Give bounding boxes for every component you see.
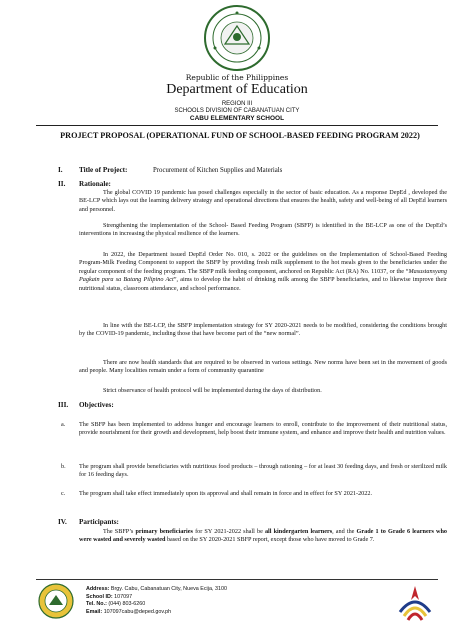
footer-contact-info: Address: Brgy. Cabu, Cabanatuan City, Nueva Ecija, 3100 School ID: 107097 Tel. No.: (044) 803-6260 Email: 107097cabu@deped.gov.ph bbox=[86, 586, 227, 615]
footer-address: Brgy. Cabu, Cabanatuan City, Nueva Ecija, 3100 bbox=[110, 586, 227, 592]
footer-telephone: (044) 803-6260 bbox=[108, 601, 146, 608]
section-3-numeral: III. bbox=[58, 401, 69, 409]
objective-c-letter: c. bbox=[61, 490, 66, 497]
department-name: Department of Education bbox=[166, 82, 308, 97]
school-name: CABU ELEMENTARY SCHOOL bbox=[189, 115, 285, 122]
rationale-paragraph-4: In line with the BE-LCP, the SBFP implementation strategy for SY 2020-2021 needs to be modified, considering the conditions brought by the COVID-19 pandemic, including those that have become part of the “new normal”. bbox=[79, 322, 447, 338]
rationale-paragraph-5: There are now health standards that are required to be observed in various settings. New norms have been set in the movement of goods and people. Many localities remain under a form of community quarantine bbox=[79, 359, 447, 375]
objective-c-text: The program shall take effect immediately upon its approval and shall remain in force and in effect for SY 2021-2022. bbox=[79, 490, 373, 497]
matatag-logo-icon bbox=[392, 582, 438, 622]
section-4-numeral: IV. bbox=[58, 518, 67, 526]
section-1-heading: Title of Project: bbox=[79, 166, 128, 174]
rationale-paragraph-1: The global COVID 19 pandemic has posed challenges especially in the sector of basic education. As a response DepEd , developed the BE-LCP which lays out the learning delivery strategy and operational directions that ensures the health, safety and well-being of all DepEd learners and personnel. bbox=[79, 189, 447, 213]
rationale-paragraph-3: In 2022, the Department issued DepEd Order No. 010, s. 2022 or the guidelines on the Implementation of School-Based Feeding Program-Milk Feeding Component to support the SBFP by providing fresh milk supplement to the hot meals given to the beneficiaries under the regular component of the feeding program. The SBFP milk feeding component, anchored on Republic Act (RA) No. 11037, or the “Masustansyang Pagkain para sa Batang Pilipino Act”, aims to develop the habit of drinking milk among the SBFP beneficiaries, and to likewise improve their nutritional status, classroom attendance, and school performance. bbox=[79, 251, 447, 292]
footer-school-id: 107097 bbox=[114, 593, 133, 600]
school-seal-icon bbox=[38, 583, 74, 619]
section-4-heading: Participants: bbox=[79, 518, 119, 526]
division-line: SCHOOLS DIVISION OF CABANATUAN CITY bbox=[174, 108, 300, 114]
header-divider bbox=[36, 125, 438, 126]
rationale-paragraph-6: Strict observance of health protocol will be implemented during the days of distribution. bbox=[103, 387, 322, 394]
objective-a-text: The SBFP has been implemented to address hunger and encourage learners to enroll, contribute to the improvement of their nutritional status, provide nourishment for their growth and development, help boost their immune system, and enhance and improve their health and nutrition values. bbox=[79, 421, 447, 437]
deped-seal-icon bbox=[203, 4, 271, 72]
section-2-heading: Rationale: bbox=[79, 180, 111, 188]
objective-b-text: The program shall provide beneficiaries with nutritious food products – through rationing – for at least 30 feeding days, and fresh or sterilized milk for 16 feeding days. bbox=[79, 463, 447, 479]
footer-email: 107097cabu@deped.gov.ph bbox=[103, 608, 172, 615]
region-line: REGION III bbox=[221, 101, 253, 107]
objective-a-letter: a. bbox=[61, 421, 66, 428]
document-title: PROJECT PROPOSAL (OPERATIONAL FUND OF SCHOOL-BASED FEEDING PROGRAM 2022) bbox=[60, 131, 420, 140]
rationale-paragraph-2: Strengthening the implementation of the School- Based Feeding Program (SBFP) is identified in the BE-LCP as one of the DepEd’s interventions in increasing the physical resilience of the learners. bbox=[79, 222, 447, 238]
republic-line: Republic of the Philippines bbox=[185, 73, 289, 82]
objective-b-letter: b. bbox=[61, 463, 66, 470]
participants-paragraph: The SBFP’s primary beneficiaries for SY 2021-2022 shall be all kindergarten learners, and the Grade 1 to Grade 6 learners who were wasted and severely wasted based on the SY 2020-2021 SBFP report, except those who have moved to Grade 7. bbox=[79, 528, 447, 544]
section-3-heading: Objectives: bbox=[79, 401, 114, 409]
section-2-numeral: II. bbox=[58, 180, 66, 188]
footer-divider bbox=[36, 579, 438, 580]
section-1-value: Procurement of Kitchen Supplies and Materials bbox=[153, 166, 283, 174]
section-1-numeral: I. bbox=[58, 166, 63, 174]
